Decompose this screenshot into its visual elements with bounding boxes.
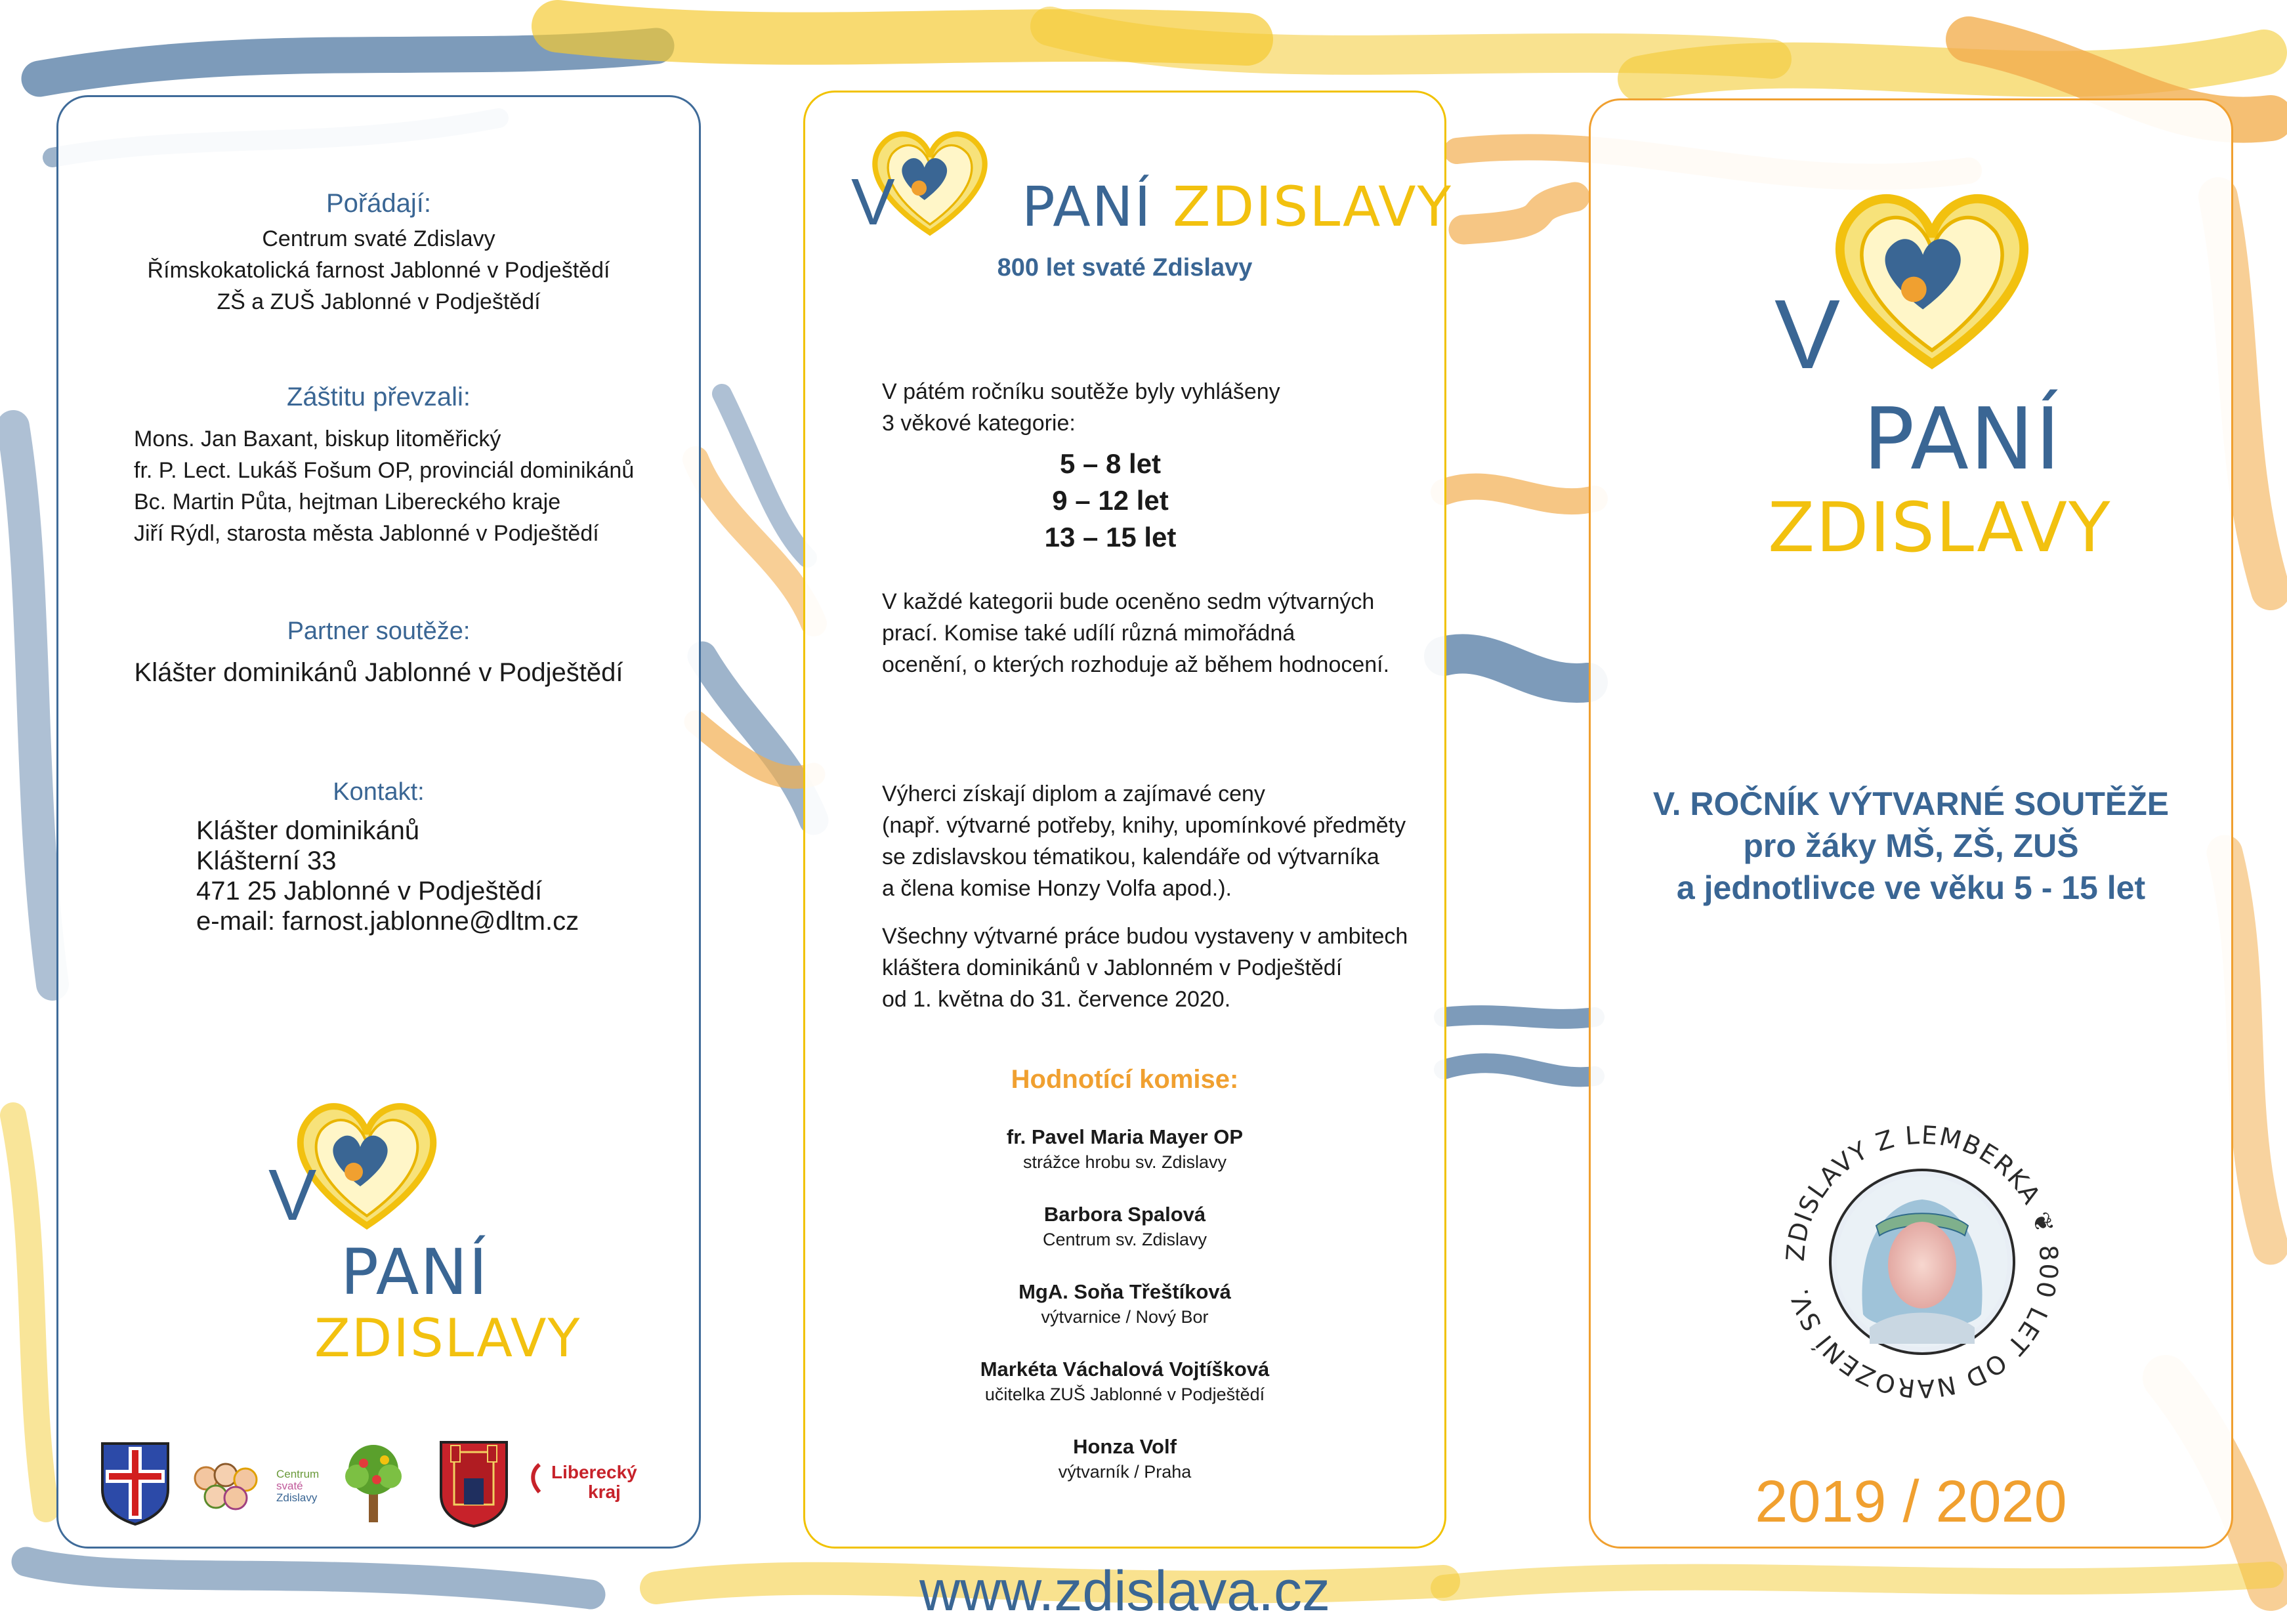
intro-line: V pátém ročníku soutěže byly vyhlášeny: [882, 379, 1280, 404]
organizers-label: Pořádají:: [325, 189, 432, 218]
age-category: 13 – 15 let: [1044, 522, 1177, 552]
logo-v: V: [851, 165, 895, 239]
pani-zdislavy-logo: [255, 1088, 581, 1455]
paragraph-line: Výherci získají diplom a zajímavé ceny: [882, 781, 1265, 806]
jury-label: Hodnotící komise:: [1011, 1065, 1239, 1094]
intro-text: [882, 376, 1280, 439]
paragraph-line: prací. Komise také udílí různá mimořádná: [882, 621, 1295, 646]
paragraph-prizes: [882, 778, 1406, 904]
contest-heading: [1591, 783, 2231, 909]
organizer-item: ZŠ a ZUŠ Jablonné v Podještědí: [217, 289, 541, 314]
centrum-zdislavy-logo: [276, 1468, 319, 1504]
website-link[interactable]: www.zdislava.cz: [919, 1560, 1331, 1623]
subtitle: 800 let svaté Zdislavy: [997, 254, 1253, 281]
anniversary-seal: [1778, 1117, 2067, 1406]
logo-zdislavy: ZDISLAVY: [1768, 488, 2112, 568]
parish-coat-of-arms-icon: [99, 1440, 171, 1526]
logo-pani: PANÍ: [341, 1236, 489, 1309]
jury-member-name: MgA. Soňa Třeštíková: [1018, 1280, 1231, 1303]
logo-pani: PANÍ: [1022, 175, 1152, 239]
paragraph-exhibition: [882, 921, 1408, 1015]
jury-member: [805, 1434, 1444, 1511]
contest-heading-line: a jednotlivce ve věku 5 - 15 let: [1676, 869, 2146, 906]
jury-member-role: učitelka ZUŠ Jablonné v Podještědí: [984, 1385, 1265, 1404]
seal-text: ZDISLAVY Z LEMBERKA ❦ 800 LET OD NAROZENÍ SV.: [1780, 1120, 2064, 1404]
logo-zdislavy: ZDISLAVY: [1173, 175, 1452, 239]
paragraph-awards: [882, 586, 1389, 680]
contest-heading-line: V. ROČNÍK VÝTVARNÉ SOUTĚŽE: [1652, 785, 2170, 822]
patronage-label: Záštitu převzali:: [286, 383, 471, 411]
contact-label: Kontakt:: [333, 778, 425, 806]
jury-member: [805, 1356, 1444, 1434]
logo-pani: PANÍ: [1863, 389, 2062, 489]
organizer-item: Centrum svaté Zdislavy: [262, 226, 495, 251]
jury-member-role: výtvarník / Praha: [1058, 1462, 1192, 1482]
jury-member-name: Honza Volf: [1073, 1435, 1177, 1458]
paragraph-line: a člena komise Honzy Volfa apod.).: [882, 876, 1232, 901]
paragraph-line: V každé kategorii bude oceněno sedm výtvarných: [882, 589, 1375, 614]
patron-item: fr. P. Lect. Lukáš Fošum OP, provinciál dominikánů: [134, 458, 635, 483]
organizers-list: [58, 223, 699, 318]
logo-v: V: [268, 1155, 317, 1236]
jury-member: [805, 1124, 1444, 1201]
middle-panel: [803, 91, 1452, 1623]
paragraph-line: od 1. května do 31. července 2020.: [882, 987, 1231, 1012]
liberecky-kraj-icon: [528, 1462, 551, 1495]
paragraph-line: se zdislavskou tématikou, kalendáře od výtvarníka: [882, 844, 1379, 869]
jablonne-coat-of-arms-icon: [438, 1439, 510, 1528]
partner-name: Klášter dominikánů Jablonné v Podještědí: [134, 658, 623, 687]
contact-block: [196, 816, 579, 936]
paragraph-line: kláštera dominikánů v Jablonném v Podještědí: [882, 955, 1343, 980]
partner-label: Partner soutěže:: [287, 617, 471, 645]
jury-member-role: Centrum sv. Zdislavy: [1042, 1230, 1207, 1249]
age-categories: [1002, 446, 1219, 556]
logo-zdislavy: ZDISLAVY: [314, 1308, 581, 1369]
jury-member-name: fr. Pavel Maria Mayer OP: [1006, 1125, 1244, 1148]
jury-member-name: Markéta Váchalová Vojtíšková: [980, 1358, 1270, 1381]
right-panel: [1589, 98, 2233, 1549]
contact-line: Klášter dominikánů: [196, 816, 420, 845]
jury-member-role: výtvarnice / Nový Bor: [1041, 1307, 1209, 1327]
patron-item: Jiří Rýdl, starosta města Jablonné v Podještědí: [134, 521, 599, 546]
centrum-logo-line: Centrum: [276, 1468, 320, 1480]
age-category: 9 – 12 let: [1052, 485, 1169, 516]
contact-line: Klášterní 33: [196, 846, 337, 875]
pani-zdislavy-header-logo: [825, 119, 1452, 257]
portrait-face: [1888, 1222, 1956, 1308]
patron-item: Bc. Martin Půta, hejtman Libereckého kraje: [134, 489, 561, 514]
contact-email[interactable]: e-mail: farnost.jablonne@dltm.cz: [196, 907, 579, 936]
paragraph-line: (např. výtvarné potřeby, knihy, upomínkové předměty: [882, 813, 1406, 838]
left-panel: [56, 95, 701, 1549]
school-year: 2019 / 2020: [1755, 1469, 2067, 1535]
contest-heading-line: pro žáky MŠ, ZŠ, ZUŠ: [1743, 827, 2079, 864]
jury-member: [805, 1201, 1444, 1279]
patron-item: Mons. Jan Baxant, biskup litoměřický: [134, 427, 501, 451]
organizer-item: Římskokatolická farnost Jablonné v Podještědí: [147, 258, 610, 283]
kraj-text: kraj: [588, 1482, 621, 1502]
jury-member-role: strážce hrobu sv. Zdislavy: [1022, 1152, 1227, 1172]
paragraph-line: ocenění, o kterých rozhoduje až během hodnocení.: [882, 652, 1390, 677]
heart-logo-icon: [1814, 173, 2050, 383]
jury-list: [805, 1124, 1444, 1511]
jury-member-name: Barbora Spalová: [1043, 1203, 1206, 1226]
centrum-logo-line: svaté: [276, 1480, 303, 1492]
pani-zdislavy-cover-logo: [1742, 173, 2112, 645]
centrum-logo-line: Zdislavy: [276, 1491, 318, 1504]
liberecky-text: Liberecký: [551, 1462, 637, 1482]
children-faces-icon: [190, 1459, 262, 1511]
patrons-list: [134, 423, 634, 549]
logo-v: V: [1774, 279, 1841, 389]
paragraph-line: Všechny výtvarné práce budou vystaveny v ambitech: [882, 924, 1408, 949]
contact-line: 471 25 Jablonné v Podještědí: [196, 877, 543, 906]
jury-member: [805, 1279, 1444, 1356]
intro-line: 3 věkové kategorie:: [882, 411, 1076, 436]
age-category: 5 – 8 let: [1059, 448, 1162, 479]
school-tree-icon: [337, 1440, 409, 1526]
